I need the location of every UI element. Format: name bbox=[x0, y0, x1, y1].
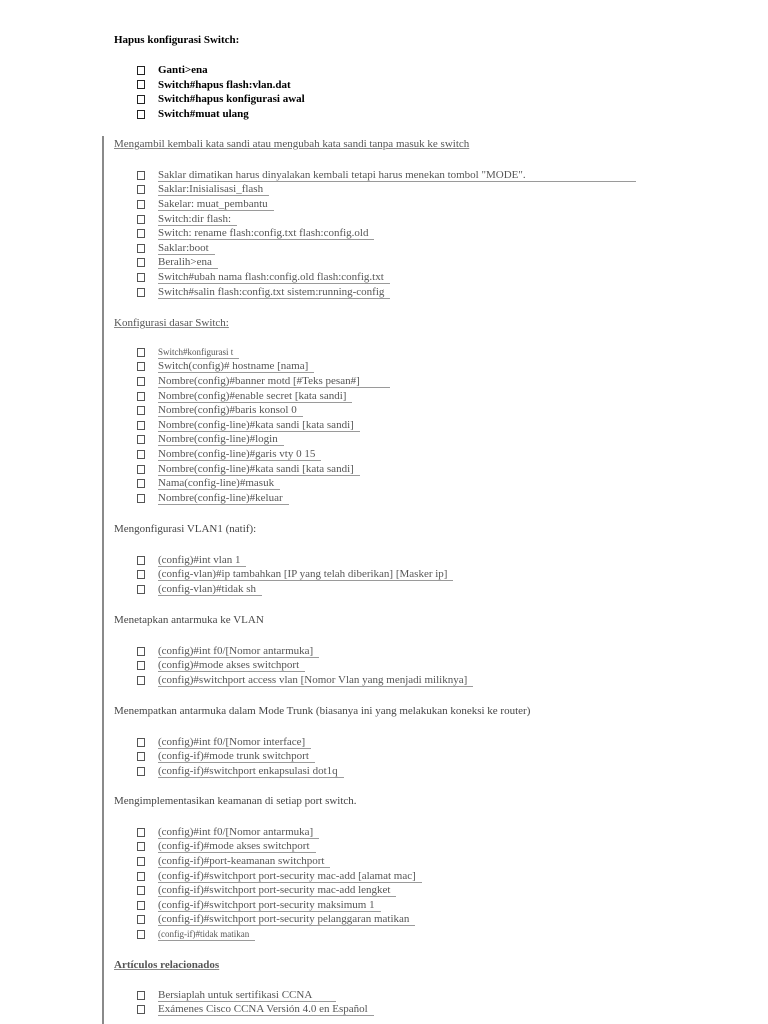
list-item[interactable]: Nombre(config-line)#kata sandi [kata sandi] bbox=[137, 462, 390, 477]
checkbox-icon bbox=[137, 752, 145, 761]
list-item[interactable]: Switch(config)# hostname [nama] bbox=[137, 360, 390, 375]
checkbox-icon bbox=[137, 465, 145, 474]
checkbox-icon bbox=[137, 991, 145, 1000]
section-heading-assign-vlan: Menetapkan antarmuka ke VLAN bbox=[114, 614, 264, 626]
list-item[interactable]: Switch#ubah nama flash:config.old flash:config.txt bbox=[137, 270, 636, 285]
list-item[interactable]: Nombre(config-line)#garis vty 0 15 bbox=[137, 447, 390, 462]
related-article-link[interactable]: Bersiaplah untuk sertifikasi CCNA bbox=[137, 988, 374, 1003]
checkbox-icon bbox=[137, 901, 145, 910]
password-recovery-list bbox=[137, 168, 636, 299]
list-item[interactable]: Switch: rename flash:config.txt flash:config.old bbox=[137, 226, 636, 241]
checkbox-icon bbox=[137, 872, 145, 881]
section-heading-trunk-mode: Menempatkan antarmuka dalam Mode Trunk (biasanya ini yang melakukan koneksi ke router) bbox=[114, 705, 531, 717]
checkbox-icon bbox=[137, 258, 145, 267]
list-item[interactable]: (config-if)#mode trunk switchport bbox=[137, 750, 344, 765]
related-article-link[interactable]: Exámenes Cisco CCNA Versión 4.0 en Español bbox=[137, 1003, 374, 1018]
list-item: Switch#hapus konfigurasi awal bbox=[137, 92, 305, 107]
checkbox-icon bbox=[137, 1005, 145, 1014]
list-item[interactable]: (config)#mode akses switchport bbox=[137, 659, 473, 674]
erase-config-list bbox=[137, 63, 305, 121]
checkbox-icon bbox=[137, 348, 145, 357]
list-item[interactable]: (config-if)#switchport port-security mac-add lengket bbox=[137, 883, 422, 898]
checkbox-icon bbox=[137, 857, 145, 866]
list-item: Ganti>ena bbox=[137, 63, 305, 78]
list-item[interactable]: Saklar:Inisialisasi_flash bbox=[137, 183, 636, 198]
list-item[interactable]: (config-if)#switchport port-security pelanggaran matikan bbox=[137, 913, 422, 928]
list-item[interactable]: Nombre(config-line)#kata sandi [kata sandi] bbox=[137, 418, 390, 433]
checkbox-icon bbox=[137, 930, 145, 939]
list-item[interactable]: (config-if)#switchport port-security maksimum 1 bbox=[137, 898, 422, 913]
checkbox-icon bbox=[137, 676, 145, 685]
list-item[interactable]: (config-if)#switchport port-security mac-add [alamat mac] bbox=[137, 869, 422, 884]
list-item[interactable]: (config)#int vlan 1 bbox=[137, 553, 453, 568]
list-item[interactable]: (config-if)#tidak matikan bbox=[137, 927, 422, 942]
page-title: Hapus konfigurasi Switch: bbox=[114, 34, 240, 46]
list-item[interactable]: Switch#salin flash:config.txt sistem:running-config bbox=[137, 285, 636, 300]
list-item[interactable]: Nombre(config-line)#login bbox=[137, 433, 390, 448]
list-item[interactable]: Beralih>ena bbox=[137, 256, 636, 271]
list-item[interactable]: Saklar dimatikan harus dinyalakan kembali tetapi harus menekan tombol "MODE". bbox=[137, 168, 636, 183]
section-heading-password-recovery[interactable]: Mengambil kembali kata sandi atau mengubah kata sandi tanpa masuk ke switch bbox=[114, 138, 470, 150]
checkbox-icon bbox=[137, 244, 145, 253]
related-articles-list bbox=[137, 988, 374, 1017]
list-item[interactable]: (config-if)#mode akses switchport bbox=[137, 840, 422, 855]
list-item[interactable]: (config-if)#port-keamanan switchport bbox=[137, 854, 422, 869]
section-heading-vlan1: Mengonfigurasi VLAN1 (natif): bbox=[114, 523, 257, 535]
list-item[interactable]: (config-if)#switchport enkapsulasi dot1q bbox=[137, 764, 344, 779]
checkbox-icon bbox=[137, 556, 145, 565]
checkbox-icon bbox=[137, 842, 145, 851]
checkbox-icon bbox=[137, 200, 145, 209]
list-item[interactable]: (config)#int f0/[Nomor interface] bbox=[137, 735, 344, 750]
checkbox-icon bbox=[137, 171, 145, 180]
checkbox-icon bbox=[137, 435, 145, 444]
basic-config-list bbox=[137, 345, 390, 506]
vertical-margin-rule bbox=[102, 136, 104, 1024]
checkbox-icon bbox=[137, 66, 145, 75]
list-item[interactable]: Sakelar: muat_pembantu bbox=[137, 197, 636, 212]
checkbox-icon bbox=[137, 886, 145, 895]
checkbox-icon bbox=[137, 229, 145, 238]
list-item[interactable]: Nombre(config)#enable secret [kata sandi] bbox=[137, 389, 390, 404]
list-item[interactable]: Nombre(config-line)#keluar bbox=[137, 491, 390, 506]
list-item[interactable]: (config)#int f0/[Nomor antarmuka] bbox=[137, 825, 422, 840]
list-item[interactable]: (config-vlan)#ip tambahkan [IP yang telah diberikan] [Masker ip] bbox=[137, 568, 453, 583]
trunk-mode-list bbox=[137, 735, 344, 779]
checkbox-icon bbox=[137, 494, 145, 503]
checkbox-icon bbox=[137, 377, 145, 386]
checkbox-icon bbox=[137, 661, 145, 670]
list-item[interactable]: Switch:dir flash: bbox=[137, 212, 636, 227]
checkbox-icon bbox=[137, 570, 145, 579]
checkbox-icon bbox=[137, 585, 145, 594]
list-item[interactable]: Switch#konfigurasi t bbox=[137, 345, 390, 360]
list-item[interactable]: Nombre(config)#banner motd [#Teks pesan#] bbox=[137, 374, 390, 389]
checkbox-icon bbox=[137, 647, 145, 656]
list-item[interactable]: Saklar:boot bbox=[137, 241, 636, 256]
checkbox-icon bbox=[137, 421, 145, 430]
checkbox-icon bbox=[137, 185, 145, 194]
list-item[interactable]: Nombre(config)#baris konsol 0 bbox=[137, 403, 390, 418]
checkbox-icon bbox=[137, 479, 145, 488]
checkbox-icon bbox=[137, 392, 145, 401]
checkbox-icon bbox=[137, 915, 145, 924]
list-item: Switch#hapus flash:vlan.dat bbox=[137, 78, 305, 93]
list-item[interactable]: (config-vlan)#tidak sh bbox=[137, 582, 453, 597]
checkbox-icon bbox=[137, 362, 145, 371]
vlan1-list bbox=[137, 553, 453, 597]
list-item: Switch#muat ulang bbox=[137, 107, 305, 122]
assign-vlan-list bbox=[137, 644, 473, 688]
checkbox-icon bbox=[137, 95, 145, 104]
list-item[interactable]: Nama(config-line)#masuk bbox=[137, 476, 390, 491]
section-heading-basic-config[interactable]: Konfigurasi dasar Switch: bbox=[114, 317, 229, 329]
port-security-list bbox=[137, 825, 422, 942]
checkbox-icon bbox=[137, 288, 145, 297]
checkbox-icon bbox=[137, 273, 145, 282]
checkbox-icon bbox=[137, 80, 145, 89]
checkbox-icon bbox=[137, 738, 145, 747]
checkbox-icon bbox=[137, 767, 145, 776]
checkbox-icon bbox=[137, 406, 145, 415]
section-heading-port-security: Mengimplementasikan keamanan di setiap port switch. bbox=[114, 795, 357, 807]
section-heading-related-articles[interactable]: Artículos relacionados bbox=[114, 959, 220, 971]
list-item[interactable]: (config)#switchport access vlan [Nomor Vlan yang menjadi miliknya] bbox=[137, 673, 473, 688]
checkbox-icon bbox=[137, 450, 145, 459]
checkbox-icon bbox=[137, 110, 145, 119]
list-item[interactable]: (config)#int f0/[Nomor antarmuka] bbox=[137, 644, 473, 659]
checkbox-icon bbox=[137, 828, 145, 837]
checkbox-icon bbox=[137, 215, 145, 224]
